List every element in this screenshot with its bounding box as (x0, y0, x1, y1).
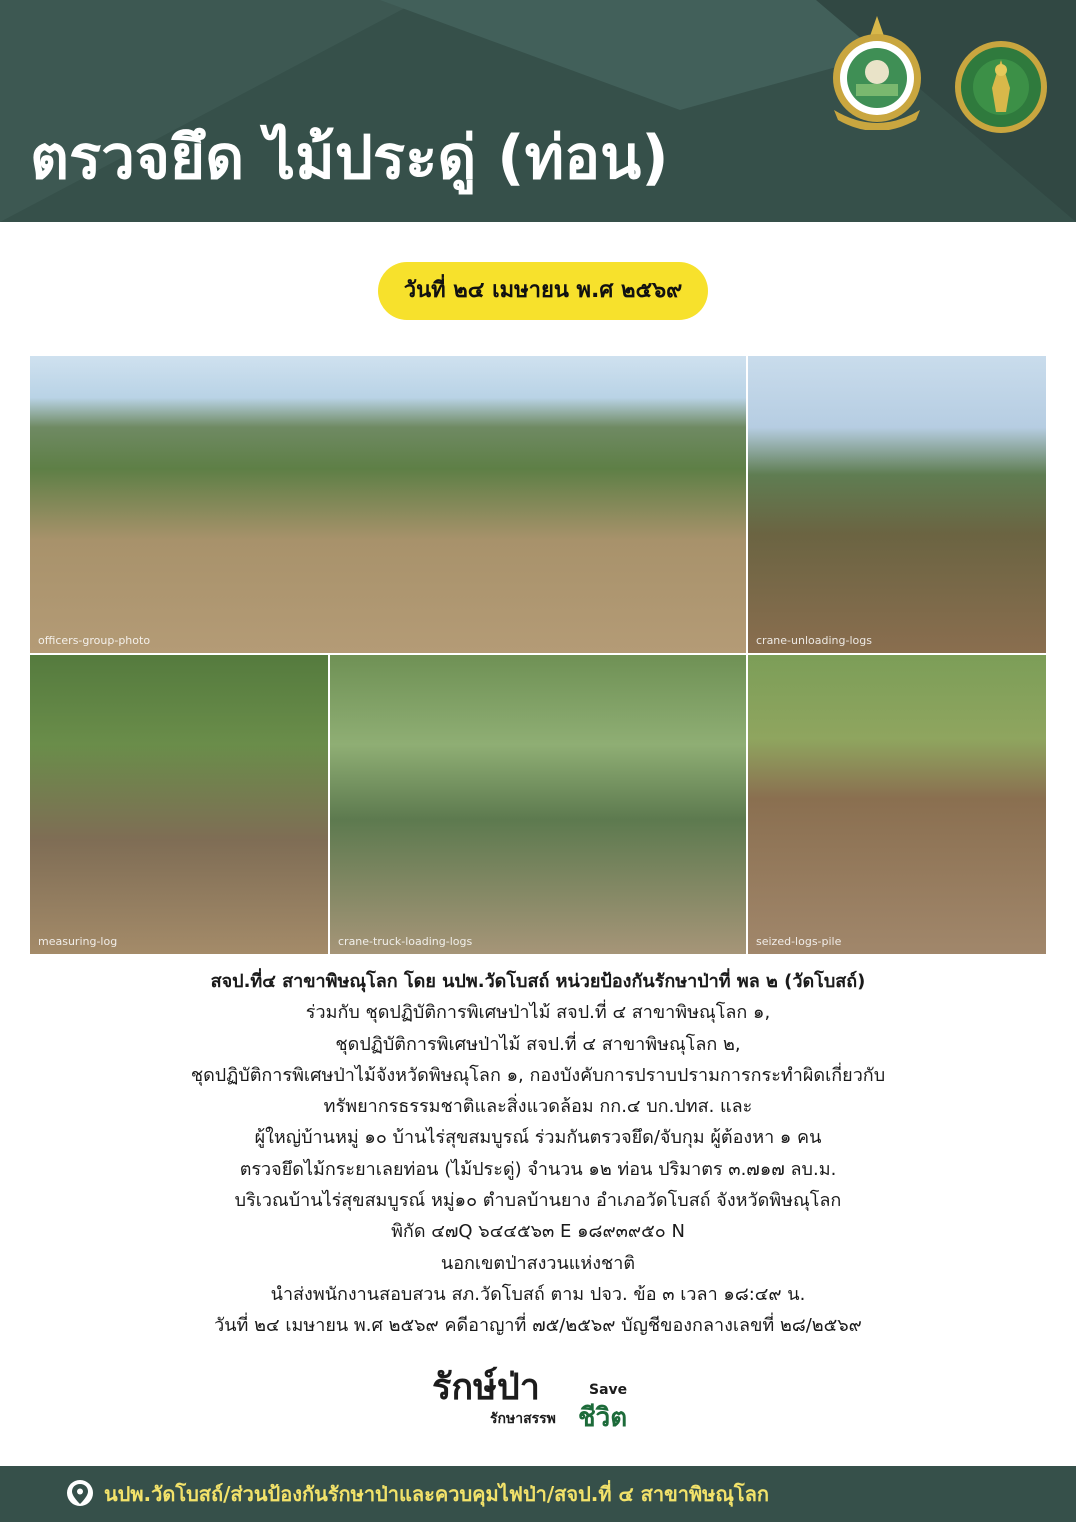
logo-save-text: Save (589, 1382, 628, 1398)
photo-label: crane-unloading-logs (756, 634, 872, 647)
photo-collage (30, 356, 1046, 954)
photo-crane-unloading (748, 356, 1046, 653)
photo-label: officers-group-photo (38, 634, 151, 647)
caption-line: นำส่งพนักงานสอบสวน สภ.วัดโบสถ์ ตาม ปจว. ข้อ ๓ เวลา ๑๘:๔๙ น. (270, 1283, 806, 1305)
logo-sub-text: รักษาสรรพ (490, 1411, 556, 1427)
forest-department-seal-icon (954, 40, 1048, 134)
header-banner (0, 0, 1076, 222)
date-badge: วันที่ ๒๔ เมษายน พ.ศ ๒๕๖๙ (378, 262, 708, 320)
footer-bar (0, 1466, 1076, 1522)
caption-line: ร่วมกับ ชุดปฏิบัติการพิเศษป่าไม้ สจป.ที่ ๔ สาขาพิษณุโลก ๑, (305, 1002, 771, 1024)
photo-label: seized-logs-pile (756, 935, 842, 948)
caption-line: ตรวจยึดไม้กระยาเลยท่อน (ไม้ประดู่) จำนวน ๑๒ ท่อน ปริมาตร ๓.๗๑๗ ลบ.ม. (239, 1158, 837, 1180)
caption-line: สจป.ที่๔ สาขาพิษณุโลก โดย นปพ.วัดโบสถ์ หน่วยป้องกันรักษาป่าที่ พล ๒ (วัดโบสถ์) (210, 971, 866, 992)
logo-life-text: ชีวิต (578, 1403, 628, 1433)
report-caption (0, 966, 1076, 1342)
photo-label: crane-truck-loading-logs (338, 935, 473, 948)
location-pin-icon (66, 1479, 94, 1509)
footer-text: นปพ.วัดโบสถ์/ส่วนป้องกันรักษาป่าและควบคุมไฟป่า/สจป.ที่ ๔ สาขาพิษณุโลก (104, 1482, 770, 1506)
caption-line: พิกัด ๔๗Q ๖๔๔๕๖๓ E ๑๘๙๓๙๕๐ N (391, 1221, 685, 1243)
caption-line: ชุดปฏิบัติการพิเศษป่าไม้จังหวัดพิษณุโลก ๑, กองบังคับการปราบปรามการกระทำผิดเกี่ยวกับ (190, 1064, 886, 1086)
caption-line: ผู้ใหญ่บ้านหมู่ ๑๐ บ้านไร่สุขสมบูรณ์ ร่วมกันตรวจยึด/จับกุม ผู้ต้องหา ๑ คน (254, 1127, 822, 1149)
caption-line: บริเวณบ้านไร่สุขสมบูรณ์ หมู่๑๐ ตำบลบ้านยาง อำเภอวัดโบสถ์ จังหวัดพิษณุโลก (234, 1190, 842, 1212)
page-title: ตรวจยึด ไม้ประดู่ (ท่อน) (30, 123, 669, 193)
photo-officers-group (30, 356, 746, 653)
caption-line: ชุดปฏิบัติการพิเศษป่าไม้ สจป.ที่ ๔ สาขาพิษณุโลก ๒, (335, 1033, 741, 1055)
photo-label: measuring-log (38, 935, 118, 948)
photo-logs-pile (748, 655, 1046, 954)
caption-line: นอกเขตป่าสงวนแห่งชาติ (440, 1252, 636, 1274)
logo-main-text: รักษ์ป่า (432, 1367, 540, 1408)
caption-line: วันที่ ๒๔ เมษายน พ.ศ ๒๕๖๙ คดีอาญาที่ ๗๕/๒๕๖๙ บัญชีของกลางเลขที่ ๒๘/๒๕๖๙ (214, 1315, 862, 1337)
caption-line: ทรัพยากรธรรมชาติและสิ่งแวดล้อม กก.๔ บก.ปทส. และ (323, 1096, 753, 1118)
photo-crane-truck (330, 655, 746, 954)
photo-measuring-log (30, 655, 328, 954)
campaign-logo (428, 1362, 658, 1442)
ministry-seal-icon (826, 14, 928, 130)
